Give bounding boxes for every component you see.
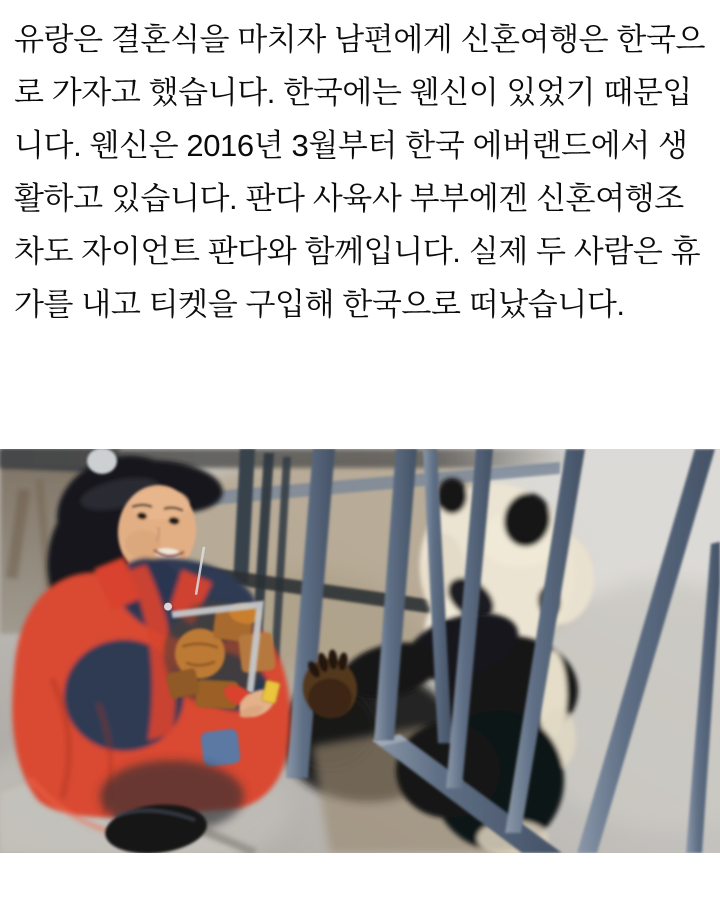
photo-panda-keeper-feeding bbox=[0, 449, 720, 853]
panda-ear-left bbox=[437, 478, 467, 514]
jeans-knee bbox=[200, 728, 241, 767]
zipper-toggle bbox=[164, 603, 172, 611]
article-text: 유랑은 결혼식을 마치자 남편에게 신혼여행은 한국으로 가자고 했습니다. 한국에는 웬신이 있었기 때문입니다. 웬신은 2016년 3월부터 한국 에버랜드에서 생활하고 있습니다. 판다 사육사 부부에겐 신혼여행조차도 자이언트 판다와 함께입니다. 실제 두 사람은 휴가를 내고 티켓을 구입해 한국으로 떠났습니다. bbox=[14, 22, 706, 322]
hair-tie bbox=[87, 449, 117, 474]
photo-illustration bbox=[0, 449, 720, 853]
